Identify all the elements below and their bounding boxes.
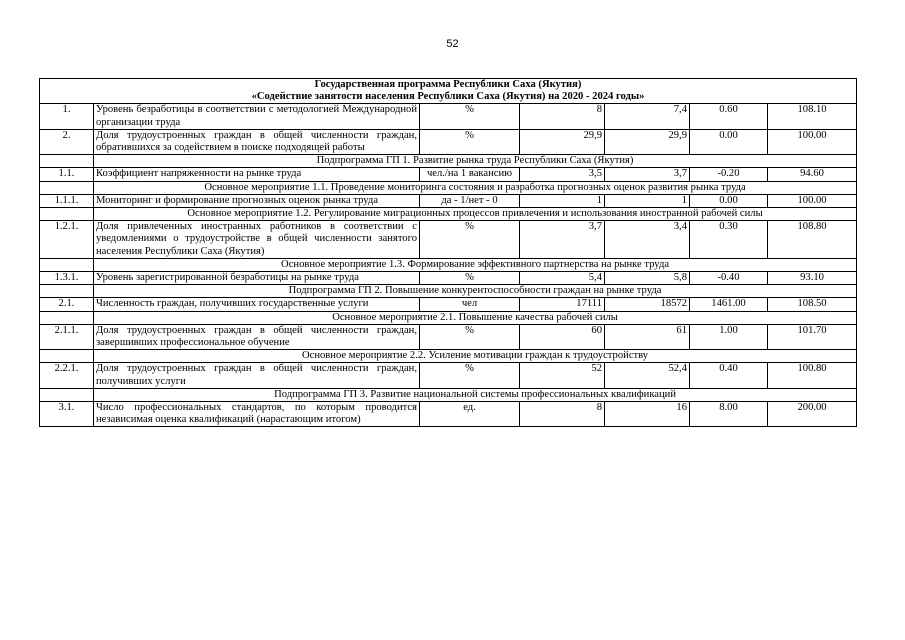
row-number-cell: 2.2.1. — [40, 363, 94, 388]
fact-value-cell: 1 — [605, 194, 690, 207]
deviation-cell: 0.60 — [690, 104, 768, 129]
row-number-cell: 2.1. — [40, 298, 94, 311]
plan-value-cell: 8 — [520, 402, 605, 427]
deviation-cell: 0.00 — [690, 194, 768, 207]
plan-value-cell: 29,9 — [520, 129, 605, 154]
row-number-cell: 2. — [40, 129, 94, 154]
unit-cell: чел./на 1 вакансию — [420, 168, 520, 181]
deviation-cell: -0.40 — [690, 272, 768, 285]
percent-cell: 108.10 — [768, 104, 857, 129]
fact-value-cell: 18572 — [605, 298, 690, 311]
indicators-table — [39, 78, 857, 427]
deviation-cell: -0.20 — [690, 168, 768, 181]
indicator-name-cell: Уровень безработицы в соответствии с методологией Международной организации труда — [94, 104, 420, 129]
section-spacer-cell — [40, 311, 94, 324]
percent-cell: 101.70 — [768, 324, 857, 349]
section-heading: Подпрограмма ГП 1. Развитие рынка труда Республики Саха (Якутия) — [94, 155, 857, 168]
fact-value-cell: 5,8 — [605, 272, 690, 285]
percent-cell: 100.80 — [768, 363, 857, 388]
indicator-name-cell: Доля трудоустроенных граждан в общей численности граждан, обратившихся за содействием в поиске подходящей работы — [94, 129, 420, 154]
table-row — [40, 129, 857, 154]
percent-cell: 100.00 — [768, 129, 857, 154]
plan-value-cell: 1 — [520, 194, 605, 207]
table-row — [40, 402, 857, 427]
indicator-name-cell: Уровень зарегистрированной безработицы на рынке труда — [94, 272, 420, 285]
indicator-name-cell: Число профессиональных стандартов, по которым проводится независимая оценка квалификаций (нарастающим итогом) — [94, 402, 420, 427]
row-number-cell: 2.1.1. — [40, 324, 94, 349]
section-spacer-cell — [40, 388, 94, 401]
unit-cell: % — [420, 324, 520, 349]
title-line-1: Государственная программа Республики Саха (Якутия) — [314, 79, 582, 90]
unit-cell: да - 1/нет - 0 — [420, 194, 520, 207]
section-heading: Основное мероприятие 2.2. Усиление мотивации граждан к трудоустройству — [94, 350, 857, 363]
unit-cell: % — [420, 221, 520, 259]
title-line-2: «Содействие занятости населения Республики Саха (Якутия) на 2020 - 2024 годы» — [251, 91, 645, 103]
section-spacer-cell — [40, 181, 94, 194]
section-spacer-cell — [40, 258, 94, 271]
table-row — [40, 363, 857, 388]
indicator-name-cell: Численность граждан, получивших государственные услуги — [94, 298, 420, 311]
section-heading: Подпрограмма ГП 3. Развитие национальной системы профессиональных квалификаций — [94, 388, 857, 401]
percent-cell: 93.10 — [768, 272, 857, 285]
deviation-cell: 0.00 — [690, 129, 768, 154]
plan-value-cell: 52 — [520, 363, 605, 388]
section-spacer-cell — [40, 285, 94, 298]
row-number-cell: 3.1. — [40, 402, 94, 427]
deviation-cell: 0.40 — [690, 363, 768, 388]
plan-value-cell: 17111 — [520, 298, 605, 311]
section-row — [40, 258, 857, 271]
fact-value-cell: 52,4 — [605, 363, 690, 388]
table-title — [40, 79, 857, 104]
section-heading: Основное мероприятие 2.1. Повышение качества рабочей силы — [94, 311, 857, 324]
unit-cell: чел — [420, 298, 520, 311]
fact-value-cell: 61 — [605, 324, 690, 349]
table-row — [40, 324, 857, 349]
percent-cell: 200.00 — [768, 402, 857, 427]
section-heading: Основное мероприятие 1.1. Проведение мониторинга состояния и разработка прогнозных оценок развития рынка труда — [94, 181, 857, 194]
section-heading: Подпрограмма ГП 2. Повышение конкурентоспособности граждан на рынке труда — [94, 285, 857, 298]
row-number-cell: 1.1.1. — [40, 194, 94, 207]
section-row — [40, 208, 857, 221]
percent-cell: 108.50 — [768, 298, 857, 311]
title-row — [40, 79, 857, 104]
unit-cell: % — [420, 104, 520, 129]
section-heading: Основное мероприятие 1.3. Формирование эффективного партнерства на рынке труда — [94, 258, 857, 271]
page-number: 52 — [446, 38, 459, 50]
row-number-cell: 1. — [40, 104, 94, 129]
row-number-cell: 1.2.1. — [40, 221, 94, 259]
indicator-name-cell: Доля трудоустроенных граждан в общей численности граждан, получивших услуги — [94, 363, 420, 388]
unit-cell: ед. — [420, 402, 520, 427]
section-row — [40, 285, 857, 298]
table-row — [40, 194, 857, 207]
fact-value-cell: 3,7 — [605, 168, 690, 181]
section-row — [40, 155, 857, 168]
section-row — [40, 388, 857, 401]
plan-value-cell: 5,4 — [520, 272, 605, 285]
plan-value-cell: 3,5 — [520, 168, 605, 181]
table-row — [40, 221, 857, 259]
fact-value-cell: 7,4 — [605, 104, 690, 129]
indicator-name-cell: Мониторинг и формирование прогнозных оценок рынка труда — [94, 194, 420, 207]
section-row — [40, 311, 857, 324]
deviation-cell: 1.00 — [690, 324, 768, 349]
indicator-name-cell: Доля привлеченных иностранных работников в соответствии с уведомлениями о трудоустройстве в общей численности занятого населения Республики Саха (Якутия) — [94, 221, 420, 259]
table-row — [40, 272, 857, 285]
deviation-cell: 0.30 — [690, 221, 768, 259]
section-row — [40, 181, 857, 194]
row-number-cell: 1.3.1. — [40, 272, 94, 285]
section-row — [40, 350, 857, 363]
section-heading: Основное мероприятие 1.2. Регулирование миграционных процессов привлечения и использования иностранной рабочей силы — [94, 208, 857, 221]
unit-cell: % — [420, 129, 520, 154]
deviation-cell: 1461.00 — [690, 298, 768, 311]
section-spacer-cell — [40, 350, 94, 363]
plan-value-cell: 8 — [520, 104, 605, 129]
section-spacer-cell — [40, 155, 94, 168]
row-number-cell: 1.1. — [40, 168, 94, 181]
fact-value-cell: 16 — [605, 402, 690, 427]
plan-value-cell: 3,7 — [520, 221, 605, 259]
table-row — [40, 104, 857, 129]
fact-value-cell: 3,4 — [605, 221, 690, 259]
plan-value-cell: 60 — [520, 324, 605, 349]
section-spacer-cell — [40, 208, 94, 221]
unit-cell: % — [420, 272, 520, 285]
percent-cell: 108.80 — [768, 221, 857, 259]
indicator-name-cell: Доля трудоустроенных граждан в общей численности граждан, завершивших профессиональное обучение — [94, 324, 420, 349]
table-row — [40, 298, 857, 311]
percent-cell: 94.60 — [768, 168, 857, 181]
deviation-cell: 8.00 — [690, 402, 768, 427]
percent-cell: 100.00 — [768, 194, 857, 207]
indicator-name-cell: Коэффициент напряженности на рынке труда — [94, 168, 420, 181]
unit-cell: % — [420, 363, 520, 388]
table-row — [40, 168, 857, 181]
fact-value-cell: 29,9 — [605, 129, 690, 154]
